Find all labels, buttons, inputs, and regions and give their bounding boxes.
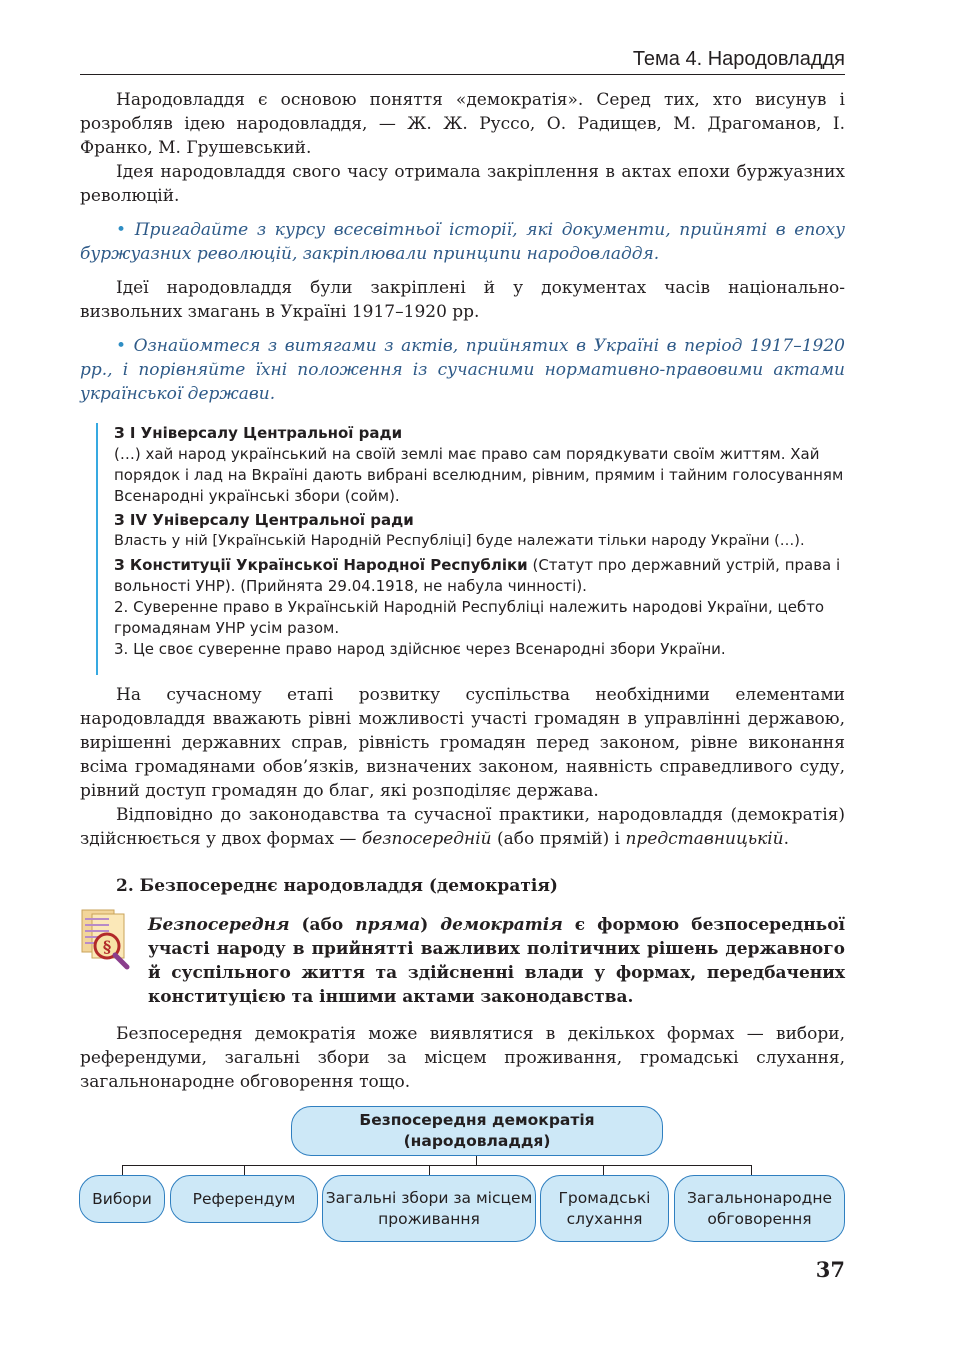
task-text: Ознайомтеся з витягами з актів, прийнятих в Україні в період 1917–1920 рр., і порівняйте їхні положення із сучасними нормативно-правовими актами української держави.	[80, 336, 845, 404]
text-run: )	[420, 915, 441, 935]
paragraph: Ідеї народовладдя були закріплені й у документах часів національно-визвольних змагань в Україні 1917–1920 рр.	[80, 278, 845, 322]
law-document-icon	[80, 908, 134, 970]
task-prompt	[80, 334, 845, 406]
paragraph: Ідея народовладдя свого часу отримала закріплення в актах епохи буржуазних революцій.	[80, 162, 845, 206]
section-heading: 2. Безпосереднє народовладдя (демократія)	[116, 876, 558, 896]
page-header	[80, 44, 845, 75]
task-bullet: •	[116, 336, 127, 356]
connector	[603, 1165, 604, 1175]
diagram-root: Безпосередня демократія (народовладдя)	[291, 1106, 663, 1156]
text-run: (або	[289, 915, 356, 935]
excerpt-text: Власть у ній [Українській Народній Республіці] буде належати тільки народу України (…).	[114, 533, 805, 549]
excerpt-text: 2. Суверенне право в Українській Народній Республіці належить народові України, цебто громадянам УНР усім разом.	[114, 598, 825, 637]
text-run: .	[783, 829, 790, 849]
emphasis: безпосередній	[361, 829, 492, 849]
task-prompt	[80, 218, 845, 266]
intro-text	[80, 88, 845, 406]
diagram-node-public-hearings: Громадські слухання	[540, 1175, 669, 1242]
connector	[244, 1165, 245, 1175]
excerpt-title: З IV Універсалу Центральної ради	[114, 511, 414, 529]
task-bullet: •	[116, 220, 127, 240]
excerpt-paragraph	[114, 555, 845, 597]
connector	[429, 1165, 430, 1175]
term: пряма	[355, 915, 421, 935]
diagram-node-referendum: Референдум	[170, 1175, 318, 1223]
connector	[122, 1165, 123, 1175]
main-text	[80, 683, 845, 851]
text-run: (або прямій) і	[491, 829, 626, 849]
term: Безпосередня	[148, 915, 290, 935]
diagram-node-local-meetings: Загальні збори за місцем проживання	[322, 1175, 536, 1242]
text-run: Відповідно до законодавства та сучасної практики, народовладдя (демократія) здійснюється у двох формах —	[80, 805, 845, 849]
paragraph: Безпосередня демократія може виявлятися в декількох формах — вибори, референдуми, загальні збори за місцем проживання, громадські слухання, загальнонародне обговорення тощо.	[80, 1024, 845, 1092]
definition-box	[148, 913, 845, 1009]
historical-excerpts	[96, 423, 845, 675]
diagram-node-national-discussion: Загальнонародне обговорення	[674, 1175, 845, 1242]
page-number: 37	[815, 1257, 845, 1282]
connector	[122, 1165, 751, 1166]
democracy-forms-diagram	[0, 1100, 963, 1250]
task-text: Пригадайте з курсу всесвітньої історії, які документи, прийняті в епоху буржуазних революцій, закріплювали принципи народовладдя.	[80, 220, 845, 264]
excerpt-text: 3. Це своє суверенне право народ здійснює через Всенародні збори України.	[114, 640, 726, 658]
term: демократія	[440, 915, 563, 935]
connector	[751, 1165, 752, 1175]
section-sign: §	[102, 937, 112, 956]
excerpt-title: З Конституції Української Народної Республіки	[114, 556, 528, 574]
paragraph: Народовладдя є основою поняття «демократія». Серед тих, хто висунув і розробляв ідею народовладдя, — Ж. Ж. Руссо, О. Радищев, М. Драгоманов, І. Франко, М. Грушевський.	[80, 90, 845, 158]
excerpt-title: З І Універсалу Центральної ради	[114, 424, 403, 442]
text-run: є формою безпосередньої участі народу в прийнятті важливих політичних рішень державного й суспільного життя та здійсненні влади у формах, передбачених конституцією та іншими актами законодавства.	[148, 915, 845, 1007]
forms-text	[80, 1022, 845, 1094]
emphasis: представницькій	[625, 829, 784, 849]
excerpt-text: (…) хай народ український на своїй землі має право сам порядкувати своїм життям. Хай порядок і лад на Вкраїні дають вибрані вселюдним, рівним, прямим і тайним голосуванням Всенародні українські збори (сойм).	[114, 445, 844, 505]
paragraph: На сучасному етапі розвитку суспільства необхідними елементами народовладдя вважають рівні можливості участі громадян в управлінні державою, вирішенні державних справ, рівність громадян перед законом, рівне виконання всіма громадянами обов’язків, визначених законом, наявність справедливого суду, рівний доступ громадян до благ, які розподіляє держава.	[80, 685, 845, 801]
connector	[476, 1156, 477, 1165]
diagram-node-elections: Вибори	[79, 1175, 165, 1223]
excerpt-text: (Статут про державний устрій, права і вольності УНР). (Прийнята 29.04.1918, не набула чинності).	[114, 556, 841, 595]
topic-title: Тема 4. Народовладдя	[632, 48, 845, 70]
paragraph	[80, 803, 845, 851]
